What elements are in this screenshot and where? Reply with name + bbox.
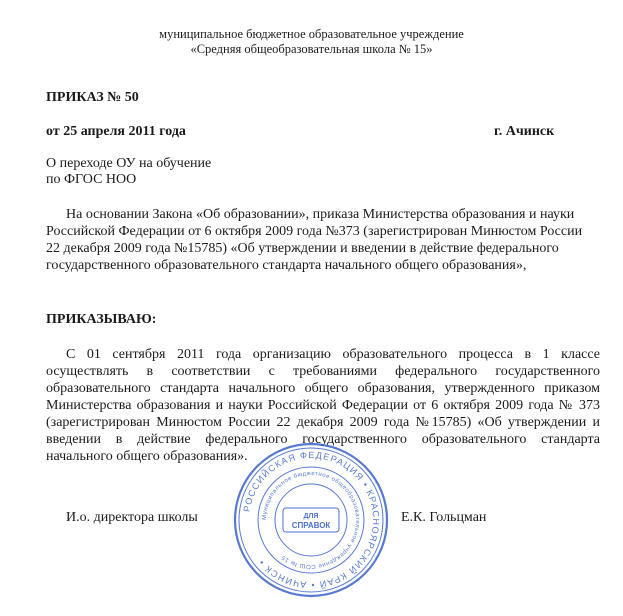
signatory-name: Е.К. Гольцман — [401, 510, 487, 525]
decree-line: образовательного стандарта начального общего образования, утвержденного приказом — [46, 381, 600, 396]
decree-line: осуществлять в соответствии с требованиями федерального государственного — [46, 364, 600, 379]
svg-text:Муниципальное бюджетное общеоб: Муниципальное бюджетное общеобразовательное учреждение СОШ № 15 — [261, 470, 361, 570]
decree-line: (зарегистрирован Минюстом России 22 декабря 2009 года №15785) «Об утверждении и — [46, 415, 600, 430]
order-subject-line: по ФГОС НОО — [46, 172, 137, 187]
basis-line: На основании Закона «Об образовании», приказа Министерства образования и науки — [66, 207, 575, 222]
basis-line: государственного образовательного стандарта начального общего образования», — [46, 258, 527, 273]
decree-heading: ПРИКАЗЫВАЮ: — [46, 312, 157, 327]
decree-line: начального общего образования». — [46, 449, 248, 464]
svg-text:ДЛЯ: ДЛЯ — [303, 513, 319, 520]
decree-line: С 01 сентября 2011 года организацию образовательного процесса в 1 классе — [66, 347, 600, 362]
order-subject-line: О переходе ОУ на обучение — [46, 156, 212, 171]
signatory-position: И.о. директора школы — [66, 510, 198, 525]
decree-line: Министерства образования и науки Российской Федерации от 6 октября 2009 года № 373 — [46, 398, 600, 413]
decree-line: введении в действие федерального государственного образовательного стандарта — [46, 432, 600, 447]
school-seal-stamp — [231, 440, 391, 600]
basis-paragraph — [46, 206, 583, 274]
order-date: от 25 апреля 2011 года — [46, 124, 186, 139]
svg-text:РОССИЙСКАЯ ФЕДЕРАЦИЯ • КРАСНОЯ: РОССИЙСКАЯ ФЕДЕРАЦИЯ • КРАСНОЯРСКИЙ КРАЙ • АЧИНСК • — [241, 449, 382, 591]
basis-line: 22 декабря 2009 года №15785) «Об утверждении и введении в действие федерального — [46, 241, 559, 256]
school-name: «Средняя общеобразовательная школа № 15» — [190, 42, 433, 56]
basis-line: Российской Федерации от 6 октября 2009 года №373 (зарегистрирован Минюстом России — [46, 224, 583, 239]
svg-text:СПРАВОК: СПРАВОК — [291, 521, 331, 530]
order-title: ПРИКАЗ № 50 — [46, 90, 139, 105]
institution-name: муниципальное бюджетное образовательное учреждение — [159, 27, 464, 41]
order-city: г. Ачинск — [494, 124, 555, 139]
